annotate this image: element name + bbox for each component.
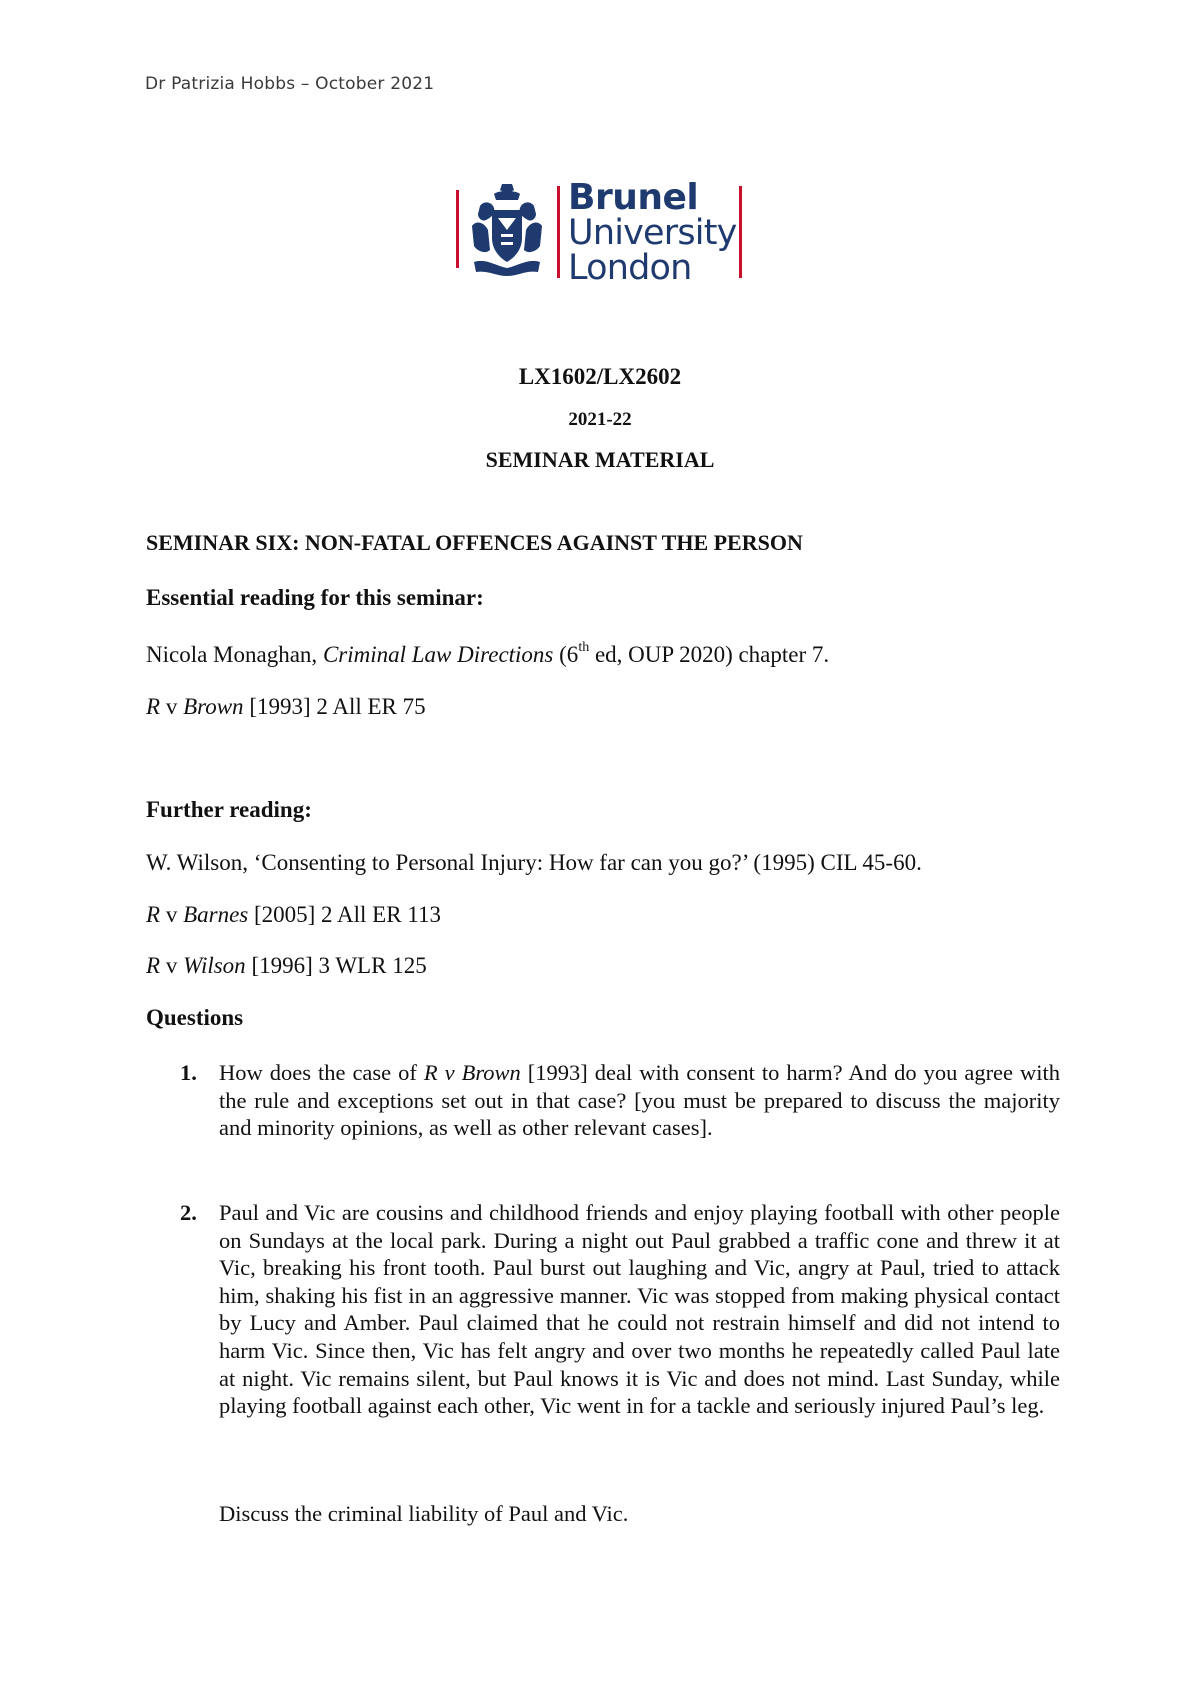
question-number: 2. <box>180 1200 197 1225</box>
case-party: R <box>146 953 161 978</box>
reading-rest: ed, OUP 2020) chapter 7. <box>589 642 830 667</box>
university-logo <box>456 177 746 290</box>
case-versus: v <box>160 902 184 927</box>
header-note: Dr Patrizia Hobbs – October 2021 <box>145 74 435 94</box>
question-text-post: [1993] deal with consent to harm? And do you agree with the rule and exceptions set out in that case? [you must be prepared to discuss the majority and minority opinions, as well as other relevant cases]. <box>219 1060 1061 1141</box>
academic-year: 2021-22 <box>568 409 632 430</box>
case-citation: [1993] 2 All ER 75 <box>243 694 426 719</box>
logo-rule-left <box>456 190 459 268</box>
edition-superscript: th <box>578 640 590 655</box>
logo-rule-mid <box>557 186 560 278</box>
question-text-pre: How does the case of <box>219 1060 424 1085</box>
logo-wordmark <box>568 177 737 288</box>
logo-line-brunel: Brunel <box>568 177 699 218</box>
case-party: R <box>146 694 161 719</box>
essential-reading-item <box>146 642 829 668</box>
further-reading-item <box>146 902 441 928</box>
further-reading-item: W. Wilson, ‘Consenting to Personal Injury: How far can you go?’ (1995) CIL 45-60. <box>146 850 922 875</box>
question-text <box>219 1059 1060 1142</box>
case-versus: v <box>160 953 184 978</box>
further-reading-item <box>146 953 427 979</box>
logo-line-university: University <box>568 213 737 253</box>
question-instruction: Discuss the criminal liability of Paul and Vic. <box>219 1501 629 1526</box>
question-text: Paul and Vic are cousins and childhood friends and enjoy playing football with other people on Sundays at the local park. During a night out Paul grabbed a traffic cone and threw it at Vic, breaking his front tooth. Paul burst out laughing and Vic, angry at Paul, tried to attack him, shaking his fist in an aggressive manner. Vic was stopped from making physical contact by Lucy and Amber. Paul claimed that he could not restrain himself and did not intend to harm Vic. Since then, Vic has felt angry and over two months he repeatedly called Paul late at night. Vic remains silent, but Paul knows it is Vic and does not mind. Last Sunday, while playing football against each other, Vic went in for a tackle and seriously injured Paul’s leg. <box>219 1200 1060 1419</box>
seminar-title: SEMINAR SIX: NON-FATAL OFFENCES AGAINST THE PERSON <box>146 530 803 555</box>
essential-reading-item <box>146 694 426 720</box>
case-name: Wilson <box>183 953 246 978</box>
material-title: SEMINAR MATERIAL <box>485 447 715 472</box>
logo-line-london: London <box>568 248 692 288</box>
case-citation: [1996] 3 WLR 125 <box>245 953 427 978</box>
reading-author: Nicola Monaghan, <box>146 642 323 667</box>
essential-reading-heading: Essential reading for this seminar: <box>146 585 484 610</box>
questions-heading: Questions <box>146 1005 244 1030</box>
case-name: Brown <box>183 694 244 719</box>
case-name: Barnes <box>183 902 249 927</box>
question-case: R v Brown <box>423 1060 521 1085</box>
logo-rule-right <box>739 186 742 278</box>
crest-icon <box>466 180 548 280</box>
case-versus: v <box>160 694 184 719</box>
question-number: 1. <box>180 1060 197 1085</box>
module-code: LX1602/LX2602 <box>518 364 682 389</box>
reading-edition: (6 <box>553 642 579 667</box>
further-reading-heading: Further reading: <box>146 797 312 822</box>
case-citation: [2005] 2 All ER 113 <box>248 902 441 927</box>
case-party: R <box>146 902 161 927</box>
reading-title: Criminal Law Directions <box>322 642 554 667</box>
